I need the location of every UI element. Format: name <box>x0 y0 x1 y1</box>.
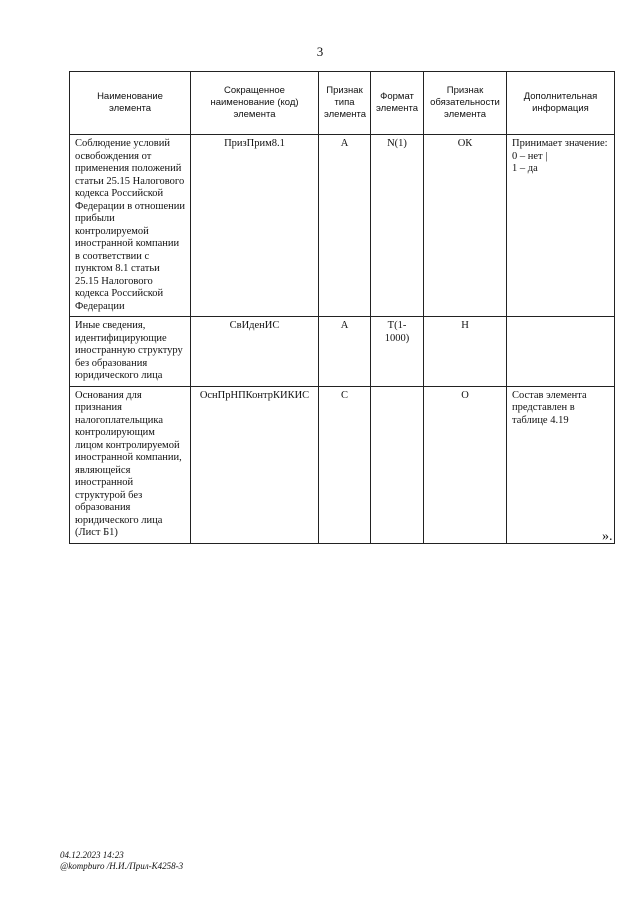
cell-format <box>371 386 424 543</box>
header-type: Признак типа элемента <box>319 72 371 135</box>
table-row <box>70 317 615 387</box>
page-number: 3 <box>316 44 324 59</box>
cell-name: Основания для признания налогоплательщика контролирующим лицом контролируемой иностранной компании, являющейся иностранной структурой без образования юридического лица (Лист Б1) <box>70 386 191 543</box>
cell-name: Соблюдение условий освобождения от применения положений статьи 25.15 Налогового кодекса Российской Федерации в отношении прибыли контролируемой иностранной компании в соответствии с пунктом 8.1 статьи 25.15 Налогового кодекса Российской Федерации <box>70 135 191 317</box>
cell-format: N(1) <box>371 135 424 317</box>
cell-required: Н <box>424 317 507 387</box>
cell-type: А <box>319 135 371 317</box>
cell-short-name: СвИденИС <box>191 317 319 387</box>
cell-required: ОК <box>424 135 507 317</box>
info-line: 1 – да <box>512 163 538 174</box>
footer-timestamp: 04.12.2023 14:23 <box>60 850 124 860</box>
footer-reference: @kompburo /Н.И./Прил-К4258-3 <box>60 861 184 871</box>
cell-type: А <box>319 317 371 387</box>
info-line: Состав элемента представлен в таблице 4.19 <box>512 389 587 426</box>
header-info: Дополнительная информация <box>507 72 615 135</box>
table-row <box>70 386 615 543</box>
cell-info <box>507 386 615 543</box>
cell-name: Иные сведения, идентифицирующие иностранную структуру без образования юридического лица <box>70 317 191 387</box>
header-required: Признак обязательности элемента <box>424 72 507 135</box>
info-line: 0 – нет | <box>512 150 548 162</box>
cell-info <box>507 135 615 317</box>
closing-quote: ». <box>602 529 613 544</box>
elements-table <box>69 71 615 544</box>
cell-short-name: ОснПрНПКонтрКИКИС <box>191 386 319 543</box>
cell-format: Т(1-1000) <box>371 317 424 387</box>
header-format: Формат элемента <box>371 72 424 135</box>
cell-short-name: ПризПрим8.1 <box>191 135 319 317</box>
cell-info <box>507 317 615 387</box>
header-name: Наименование элемента <box>70 72 191 135</box>
footer-stamp <box>60 850 183 872</box>
cell-type: С <box>319 386 371 543</box>
table-row <box>70 135 615 317</box>
cell-required: О <box>424 386 507 543</box>
table-header-row <box>70 72 615 135</box>
header-short-name: Сокращенное наименование (код) элемента <box>191 72 319 135</box>
info-line: Принимает значение: <box>512 138 608 149</box>
